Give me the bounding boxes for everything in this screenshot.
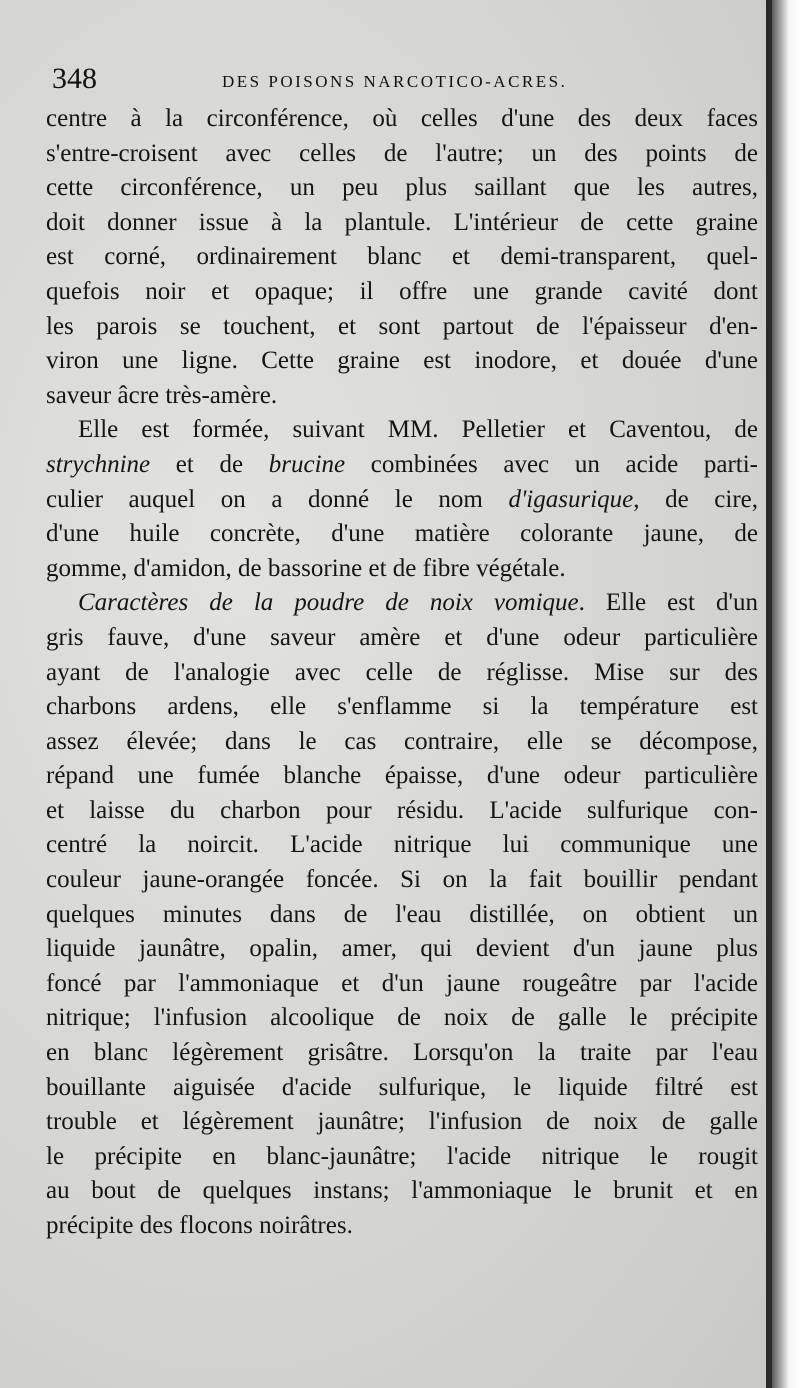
text-run: culier auquel on a donné le nom (46, 485, 509, 513)
text-run: est corné, ordinairement blanc et demi-transparent, quel- (46, 243, 758, 271)
text-run: nitrique; l'infusion alcoolique de noix de galle le précipite (46, 1004, 758, 1032)
text-run: le précipite en blanc-jaunâtre; l'acide nitrique le rougit (46, 1142, 758, 1170)
text-line (46, 448, 758, 483)
text-run: et laisse du charbon pour résidu. L'acide sulfurique con- (46, 796, 758, 824)
text-line (46, 828, 758, 863)
text-run: s'entre-croisent avec celles de l'autre; un des points de (46, 139, 758, 167)
text-line (46, 932, 758, 967)
paragraph (46, 586, 758, 1243)
italic-text: d'igasurique (508, 485, 634, 513)
text-run: saveur âcre très-amère. (46, 381, 278, 409)
text-run: assez élevée; dans le cas contraire, elle se décompose, (46, 727, 758, 755)
text-run: centré la noircit. L'acide nitrique lui communique une (46, 831, 758, 859)
page-number: 348 (52, 62, 97, 95)
text-run: centre à la circonférence, où celles d'une des deux faces (46, 105, 758, 132)
text-run: et de (150, 450, 269, 478)
text-run: cette circonférence, un peu plus saillant que les autres, (46, 174, 758, 202)
text-line (46, 586, 758, 621)
text-run: liquide jaunâtre, opalin, amer, qui devient d'un jaune plus (46, 935, 758, 963)
text-run: combinées avec un acide parti- (345, 450, 758, 478)
text-run: gris fauve, d'une saveur amère et d'une odeur particulière (46, 623, 758, 651)
text-run: Elle est formée, suivant MM. Pelletier et Caventou, de (78, 416, 758, 444)
text-line (46, 171, 758, 206)
text-line (46, 102, 758, 137)
paragraph (46, 102, 758, 413)
text-run: trouble et légèrement jaunâtre; l'infusion de noix de galle (46, 1108, 758, 1136)
body-text (46, 102, 758, 1244)
text-run: viron une ligne. Cette graine est inodore, et douée d'une (46, 347, 758, 375)
text-line (46, 552, 758, 587)
text-run: répand une fumée blanche épaisse, d'une odeur particulière (46, 762, 758, 790)
text-line (46, 275, 758, 310)
text-line (46, 621, 758, 656)
page-header (52, 62, 752, 98)
text-line (46, 725, 758, 760)
text-line (46, 1209, 758, 1244)
text-line (46, 240, 758, 275)
text-run: , de cire, (633, 485, 758, 513)
text-run: au bout de quelques instans; l'ammoniaque le brunit et en (46, 1177, 758, 1205)
text-line (46, 137, 758, 172)
text-line (46, 863, 758, 898)
text-run: ayant de l'analogie avec celle de réglisse. Mise sur des (46, 658, 758, 686)
text-run: les parois se touchent, et sont partout de l'épaisseur d'en- (46, 312, 758, 340)
italic-text: Caractères de la poudre de noix vomique (78, 589, 579, 617)
text-line (46, 344, 758, 379)
page-gutter-edge (772, 0, 800, 1388)
text-line (46, 1174, 758, 1209)
text-run: foncé par l'ammoniaque et d'un jaune rougeâtre par l'acide (46, 969, 758, 997)
text-line (46, 310, 758, 345)
text-run: bouillante aiguisée d'acide sulfurique, le liquide filtré est (46, 1073, 758, 1101)
text-line (46, 794, 758, 829)
text-line (46, 517, 758, 552)
text-line (46, 898, 758, 933)
text-run: en blanc légèrement grisâtre. Lorsqu'on la traite par l'eau (46, 1039, 758, 1067)
text-line (46, 1001, 758, 1036)
text-run: charbons ardens, elle s'enflamme si la température est (46, 693, 758, 721)
text-line (46, 690, 758, 725)
text-line (46, 379, 758, 414)
text-line (46, 759, 758, 794)
text-run: couleur jaune-orangée foncée. Si on la fait bouillir pendant (46, 866, 758, 894)
running-head: DES POISONS NARCOTICO-ACRES. (222, 72, 568, 91)
text-line (46, 413, 758, 448)
text-line (46, 483, 758, 518)
text-run: d'une huile concrète, d'une matière colorante jaune, de (46, 520, 758, 548)
text-line (46, 1036, 758, 1071)
text-line (46, 206, 758, 241)
text-run: quelques minutes dans de l'eau distillée, on obtient un (46, 900, 758, 928)
text-run: quefois noir et opaque; il offre une grande cavité dont (46, 277, 758, 305)
text-run: précipite des flocons noirâtres. (46, 1212, 353, 1239)
paragraph (46, 413, 758, 586)
text-line (46, 1071, 758, 1106)
text-line (46, 656, 758, 691)
italic-text: strychnine (46, 450, 151, 478)
text-run: gomme, d'amidon, de bassorine et de fibre végétale. (46, 554, 566, 582)
italic-text: brucine (268, 450, 346, 478)
text-line (46, 967, 758, 1002)
text-run: doit donner issue à la plantule. L'intérieur de cette graine (46, 208, 758, 236)
text-run: . Elle est d'un (578, 589, 758, 617)
text-line (46, 1105, 758, 1140)
text-line (46, 1140, 758, 1175)
